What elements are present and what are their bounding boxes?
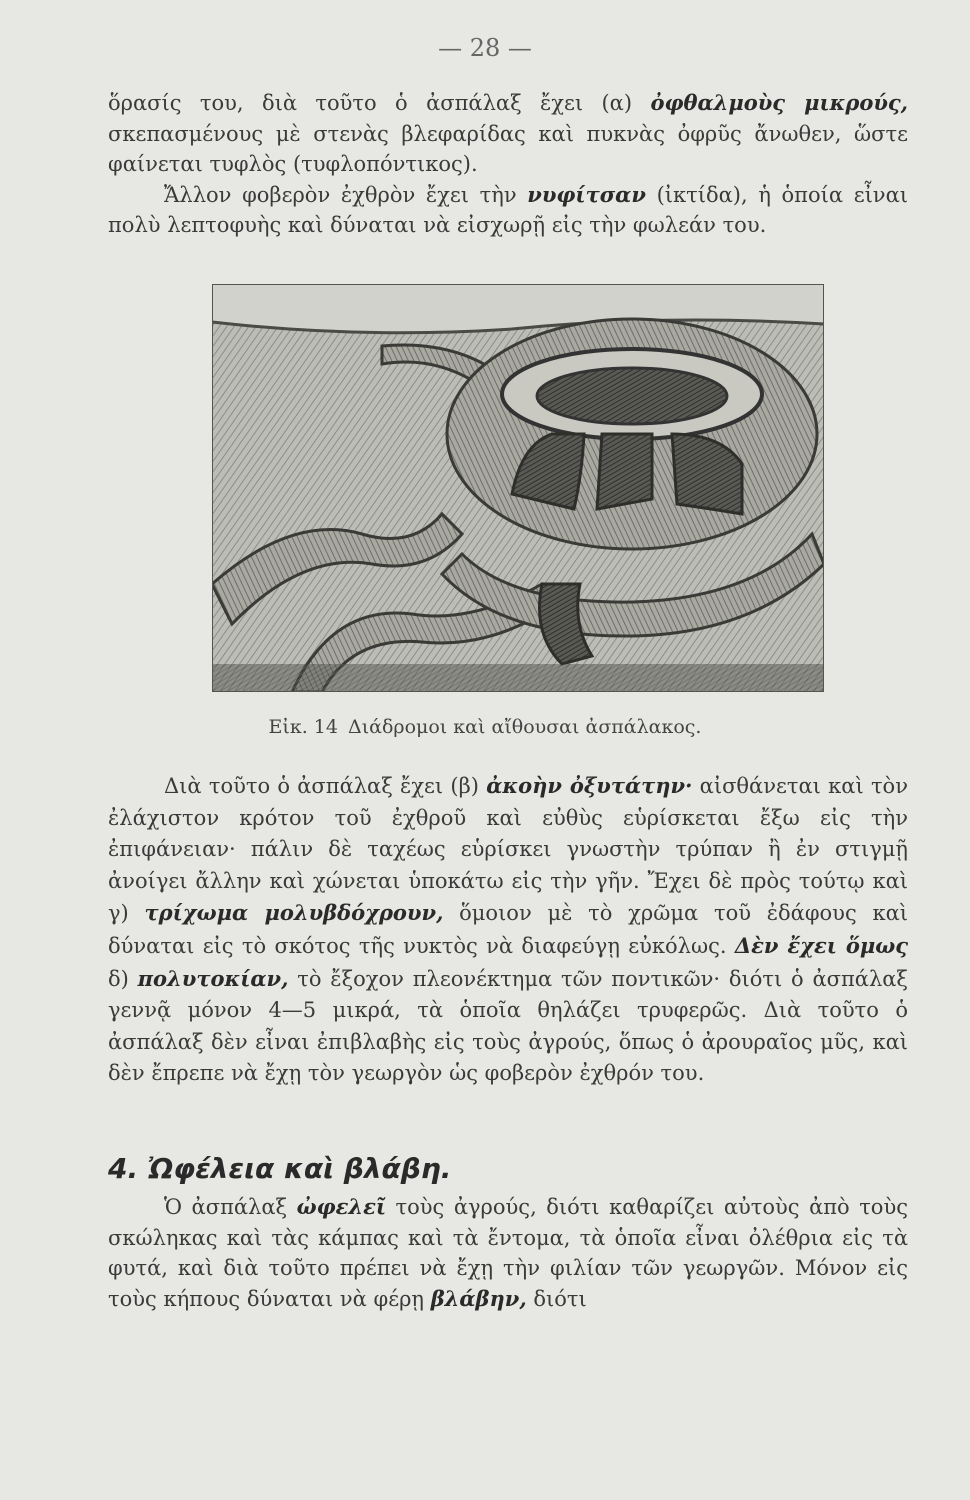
paragraph: [108, 88, 908, 180]
text-run: τοὺς ἀγρούς, διότι καθαρίζει αὐτοὺς ἀπὸ τοὺς σκώληκας καὶ τὰς κάμπας καὶ τὰ ἔντομα, τὰ ὁποῖα εἶναι ὀλέθρια εἰς τὰ φυτά, καὶ διὰ τοῦτο πρέπει νὰ ἔχῃ τὴν φιλίαν τῶν γεωργῶν. Μόνον εἰς τοὺς κήπους δύναται νὰ φέρῃ: [108, 1195, 908, 1311]
paragraph: [108, 770, 908, 1090]
text-run: τὸ ἔξοχον πλεονέκτημα τῶν ποντικῶν· διότι ὁ ἀσπάλαξ γεννᾷ μόνον 4—5 μικρά, τὰ ὁποῖα θηλάζει τρυφερῶς. Διὰ τοῦτο ὁ ἀσπάλαξ δὲν εἶναι ἐπιβλαβὴς εἰς τοὺς ἀγρούς, ὅπως ὁ ἀρουραῖος μῦς, καὶ δὲν ἔπρεπε νὰ ἔχῃ τὸν γεωργὸν ὡς φοβερὸν ἐχθρόν του.: [108, 966, 909, 1086]
text-block-middle: [108, 770, 908, 1090]
text-run: διότι: [526, 1286, 587, 1311]
emphasis-term: Δὲν ἔχει ὅμως: [734, 932, 909, 958]
text-block-bottom: [108, 1192, 908, 1314]
text-run: Ἄλλον φοβερὸν ἐχθρὸν ἔχει τὴν: [164, 182, 528, 207]
emphasis-term: πολυτοκίαν,: [137, 965, 289, 991]
figure-illustration: [212, 284, 824, 692]
text-run: Διὰ τοῦτο ὁ ἀσπάλαξ ἔχει (β): [164, 774, 487, 798]
text-run: σκεπασμένους μὲ στενὰς βλεφαρίδας καὶ πυκνὰς ὀφρῦς ἄνωθεν, ὥστε φαίνεται τυφλὸς (τυφλοπόντικος).: [108, 121, 908, 176]
text-run: δ): [108, 966, 138, 991]
page-number: — 28 —: [438, 34, 532, 62]
figure-caption-text: Διάδρομοι καὶ αἴθουσαι ἀσπάλακος.: [347, 716, 702, 738]
emphasis-term: ὀφθαλμοὺς μικρούς,: [650, 90, 908, 115]
paragraph: [108, 180, 908, 241]
text-run: αἰσθάνεται καὶ τὸν ἐλάχιστον κρότον τοῦ ἐχθροῦ καὶ εὐθὺς εὑρίσκεται ἔξω εἰς τὴν ἐπιφάνειαν· πάλιν δὲ ταχέως εὑρίσκει γνωστὴν τρύπαν ἢ ἐν στιγμῇ ἀνοίγει ἄλλην καὶ χώνεται ὑποκάτω εἰς τὴν γῆν. Ἔχει δὲ πρὸς τούτῳ καὶ γ): [108, 774, 908, 926]
text-run: ὅμοιον μὲ τὸ χρῶμα τοῦ ἐδάφους καὶ δύναται εἰς τὸ σκότος τῆς νυκτὸς νὰ διαφεύγῃ εὐκόλως.: [108, 901, 908, 958]
figure-caption: [0, 716, 970, 738]
mole-tunnel-engraving: [212, 284, 824, 692]
paragraph: [108, 1192, 908, 1314]
text-block-top: [108, 88, 908, 241]
text-run: ὅρασίς του, διὰ τοῦτο ὁ ἀσπάλαξ ἔχει (α): [108, 91, 651, 115]
emphasis-term: ἀκοὴν ὀξυτάτην·: [486, 773, 693, 798]
emphasis-term: τρίχωμα μολυβδόχρουν,: [144, 900, 444, 926]
text-run: (ἰκτίδα), ἡ ὁποία εἶναι πολὺ λεπτοφυὴς καὶ δύναται νὰ εἰσχωρῇ εἰς τὴν φωλεάν του.: [108, 182, 908, 237]
text-run: Ὁ ἀσπάλαξ: [164, 1195, 297, 1219]
emphasis-term: ὠφελεῖ: [296, 1194, 387, 1219]
figure-label: Εἰκ. 14: [268, 716, 338, 738]
emphasis-term: βλάβην,: [430, 1285, 527, 1311]
section-heading: 4. Ὠφέλεια καὶ βλάβη.: [108, 1152, 452, 1185]
emphasis-term: νυφίτσαν: [527, 181, 646, 207]
